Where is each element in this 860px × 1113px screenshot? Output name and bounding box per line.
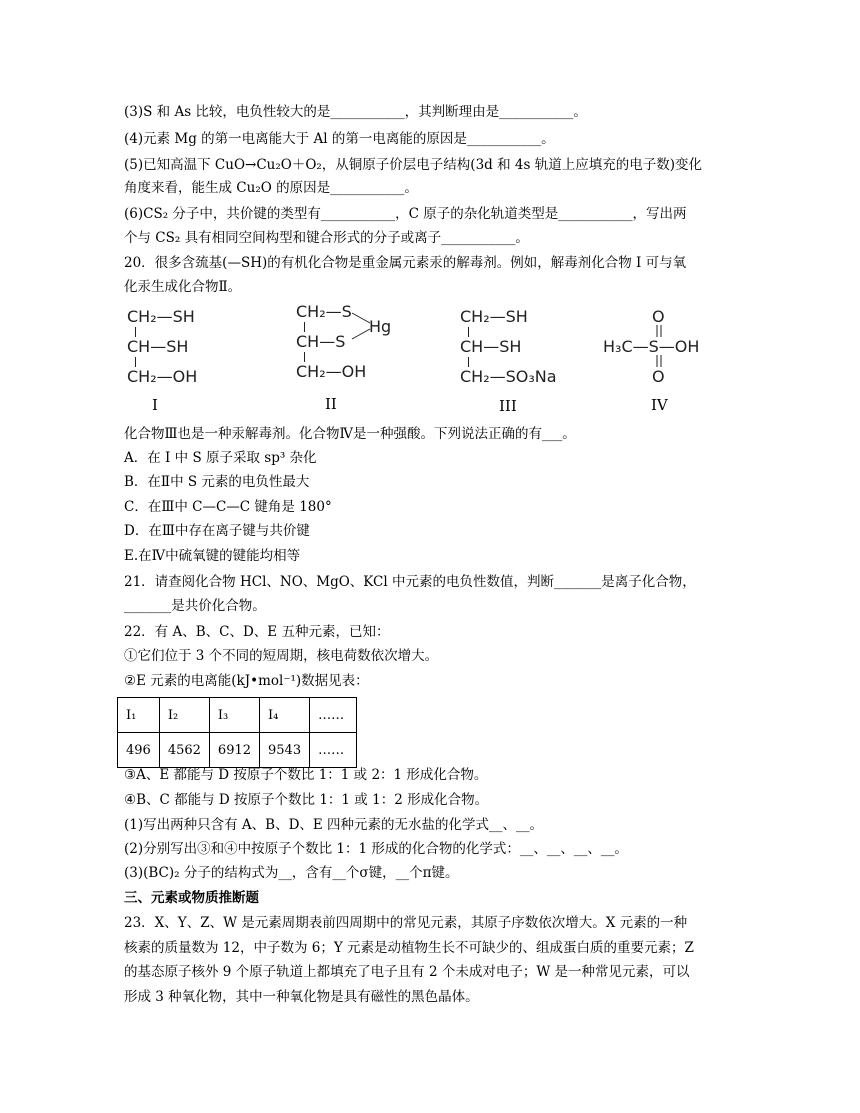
q20-stem-line1: 20．很多含巯基(—SH)的有机化合物是重金属元素汞的解毒剂。例如，解毒剂化合物 I 可与氧 <box>124 255 687 271</box>
q19-part6-line1: (6)CS₂ 分子中，共价键的类型有___________，C 原子的杂化轨道类型是___________，写出两 <box>124 206 687 222</box>
table-header-cell: I₃ <box>209 698 259 733</box>
structure-I-row2: CH—SH <box>127 337 189 356</box>
table-header-cell: I₁ <box>118 698 160 733</box>
table-cell: …… <box>310 733 357 768</box>
structure-I-label: I <box>152 396 158 414</box>
table-cell: 6912 <box>209 733 259 768</box>
q21-line2: _______是共价化合物。 <box>124 598 266 614</box>
structure-IV-label: IV <box>651 396 668 414</box>
table-cell: 4562 <box>159 733 209 768</box>
q20-stem-line2: 化汞生成化合物Ⅱ。 <box>124 279 242 295</box>
q22-part3: (3)(BC)₂ 分子的结构式为__，含有__个σ键，__个π键。 <box>124 865 459 881</box>
q22-condition4: ④B、C 都能与 D 按原子个数比 1：1 或 1：2 形成化合物。 <box>124 792 489 808</box>
structure-I-row3: CH₂—OH <box>127 367 198 386</box>
double-bonds <box>652 323 666 371</box>
table-header-row <box>118 698 357 733</box>
q20-option-b: B．在Ⅱ中 S 元素的电负性最大 <box>124 474 310 490</box>
structure-III-row2: CH—SH <box>460 337 522 356</box>
q22-condition3: ③A、E 都能与 D 按原子个数比 1：1 或 2：1 形成化合物。 <box>124 767 488 783</box>
bond-line <box>468 357 469 367</box>
q22-part1: (1)写出两种只含有 A、B、D、E 四种元素的无水盐的化学式__、__。 <box>124 817 544 833</box>
q22-condition1: ①它们位于 3 个不同的短周期，核电荷数依次增大。 <box>124 648 439 664</box>
q22-part2: (2)分别写出③和④中按原子个数比 1：1 形成的化合物的化学式：__、__、__、__。 <box>124 841 628 857</box>
q20-option-a: A．在 I 中 S 原子采取 sp³ 杂化 <box>124 450 317 466</box>
table-row <box>118 733 357 768</box>
table-header-cell: …… <box>310 698 357 733</box>
bond-line <box>468 327 469 337</box>
bond-line <box>135 357 136 367</box>
structure-IV-o-bottom: O <box>652 367 665 386</box>
q20-option-d: D．在Ⅲ中存在离子键与共价键 <box>124 523 310 539</box>
q20-question: 化合物Ⅲ也是一种汞解毒剂。化合物Ⅳ是一种强酸。下列说法正确的有___。 <box>124 426 576 442</box>
bond-line <box>135 327 136 337</box>
structure-II-row1: CH₂—S <box>296 302 352 321</box>
structure-IV-main: H₃C—S—OH <box>603 337 700 356</box>
structure-III-row3: CH₂—SO₃Na <box>460 367 557 386</box>
structure-IV-o-top: O <box>652 307 665 326</box>
table-header-cell: I₄ <box>260 698 310 733</box>
q23-line2: 核素的质量数为 12，中子数为 6；Y 元素是动植物生长不可缺少的、组成蛋白质的重要元素；Z <box>124 940 694 956</box>
q19-part3: (3)S 和 As 比较，电负性较大的是___________，其判断理由是___________。 <box>124 104 587 120</box>
ionization-energy-table <box>117 697 357 768</box>
q19-part6-line2: 个与 CS₂ 具有相同空间构型和键合形式的分子或离子___________。 <box>124 230 529 246</box>
bond-line <box>304 322 305 332</box>
q21-line1: 21．请查阅化合物 HCl、NO、MgO、KCl 中元素的电负性数值，判断_______是离子化合物， <box>124 574 696 590</box>
structure-II-row2: CH—S <box>296 332 346 351</box>
bond-line <box>304 352 305 362</box>
structure-II-label: II <box>325 395 337 413</box>
q19-part5-line2: 角度来看，能生成 Cu₂O 的原因是___________。 <box>124 180 418 196</box>
structure-I-row1: CH₂—SH <box>127 307 195 326</box>
hg-bonds <box>350 305 374 345</box>
structure-III-label: III <box>499 397 517 415</box>
q22-condition2: ②E 元素的电离能(kJ•mol⁻¹)数据见表： <box>124 673 369 689</box>
q23-line1: 23．X、Y、Z、W 是元素周期表前四周期中的常见元素，其原子序数依次增大。X 元素的一种 <box>124 915 688 931</box>
q19-part5-line1: (5)已知高温下 CuO→Cu₂O＋O₂，从铜原子价层电子结构(3d 和 4s 轨道上应填充的电子数)变化 <box>124 157 702 173</box>
table-cell: 496 <box>118 733 160 768</box>
q22-stem: 22．有 A、B、C、D、E 五种元素，已知： <box>124 624 390 640</box>
q20-option-c: C．在Ⅲ中 C—C—C 键角是 180° <box>124 499 332 515</box>
q20-option-e: E.在Ⅳ中硫氧键的键能均相等 <box>124 548 301 564</box>
mercury-atom: Hg <box>369 317 392 336</box>
q19-part4: (4)元素 Mg 的第一电离能大于 Al 的第一电离能的原因是___________。 <box>124 131 555 147</box>
structure-II-row3: CH₂—OH <box>296 362 367 381</box>
q23-line4: 形成 3 种氧化物，其中一种氧化物是具有磁性的黑色晶体。 <box>124 989 479 1005</box>
table-cell: 9543 <box>260 733 310 768</box>
q23-line3: 的基态原子核外 9 个原子轨道上都填充了电子且有 2 个未成对电子；W 是一种常见元素，可以 <box>124 964 690 980</box>
structure-III-row1: CH₂—SH <box>460 307 528 326</box>
table-header-cell: I₂ <box>159 698 209 733</box>
section-heading: 三、元素或物质推断题 <box>124 890 259 906</box>
